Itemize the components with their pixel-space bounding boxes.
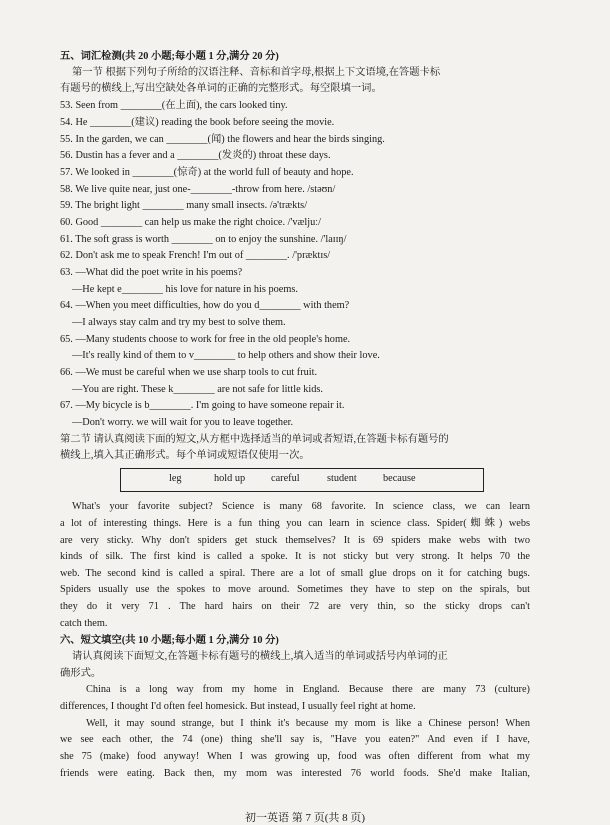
part2-intro-2: 横线上,填入其正确形式。每个单词或短语仅使用一次。 — [60, 450, 310, 461]
passage-line: China is a long way from my home in England. Because there are many 73 (culture) — [86, 684, 530, 695]
passage-line: friends were eating. Back then, my mom was interested 76 world foods. She'd make Italian, — [60, 768, 530, 779]
section6-intro-1: 请认真阅读下面短文,在答题卡标有题号的横线上,填入适当的单词或括号内单词的正 — [72, 651, 448, 662]
part2-intro-1: 第二节 请认真阅读下面的短文,从方框中选择适当的单词或者短语,在答题卡标有题号的 — [60, 434, 449, 445]
question-59: 59. The bright light ________ many small insects. /ə'trækts/ — [60, 200, 308, 211]
answer-67: —Don't worry. we will wait for you to leave together. — [72, 417, 294, 428]
question-56: 56. Dustin has a fever and a ________(发炎的) throat these days. — [60, 150, 331, 161]
passage-line: What's your favorite subject? Science is many 68 favorite. In science class, we can learn — [72, 501, 530, 512]
passage-line: Spiders usually use the spokes to move around. Sometimes they have to step on the spirals, but — [60, 584, 530, 595]
question-60: 60. Good ________ can help us make the right choice. /'væljuː/ — [60, 217, 321, 228]
section6-title: 六、短文填空(共 10 小题;每小题 1 分,满分 10 分) — [60, 635, 279, 646]
question-67: 67. —My bicycle is b________. I'm going to have someone repair it. — [60, 400, 345, 411]
passage-line: she 75 (make) food anyway! When I was growing up, food was often different from what my — [60, 751, 530, 762]
question-53: 53. Seen from ________(在上面), the cars looked tiny. — [60, 100, 288, 111]
passage-line: are very sticky. Why don't spiders get stuck themselves? It is 69 spiders make webs with two — [60, 535, 530, 546]
page-footer: 初一英语 第 7 页(共 8 页) — [244, 812, 366, 824]
answer-63: —He kept e________ his love for nature in his poems. — [72, 284, 298, 295]
part1-intro-2: 有题号的横线上,写出空缺处各单词的正确的完整形式。每空限填一词。 — [60, 83, 382, 94]
word-option: because — [383, 473, 416, 484]
passage-line: catch them. — [60, 618, 108, 629]
passage-line: differences, I thought I'd often feel homesick. But instead, I usually feel right at home. — [60, 701, 416, 712]
question-57: 57. We looked in ________(惊奇) at the world full of beauty and hope. — [60, 167, 354, 178]
question-55: 55. In the garden, we can ________(闻) the flowers and hear the birds singing. — [60, 134, 385, 145]
part1-intro-1: 第一节 根据下列句子所给的汉语注释、音标和首字母,根据上下文语境,在答题卡标 — [72, 67, 441, 78]
question-65: 65. —Many students choose to work for free in the old people's home. — [60, 334, 351, 345]
word-option: hold up — [214, 473, 246, 484]
question-63: 63. —What did the poet write in his poems? — [60, 267, 243, 278]
word-option: student — [327, 473, 357, 484]
question-58: 58. We live quite near, just one-________-throw from here. /stəʊn/ — [60, 184, 336, 195]
question-54: 54. He ________(建议) reading the book before seeing the movie. — [60, 117, 335, 128]
section6-intro-2: 确形式。 — [60, 668, 102, 679]
word-option: leg — [169, 473, 182, 484]
passage-line: web. The second kind is called a spiral. There are a lot of small glue drops on it for catching bugs. — [60, 568, 530, 579]
answer-65: —It's really kind of them to v________ to help others and show their love. — [72, 350, 380, 361]
question-61: 61. The soft grass is worth ________ on to enjoy the sunshine. /'laɪɪŋ/ — [60, 234, 347, 245]
passage-line: kinds of silk. The first kind is called a spoke. It is not sticky but very strong. It helps 70 the — [60, 551, 530, 562]
answer-64: —I always stay calm and try my best to solve them. — [72, 317, 286, 328]
question-64: 64. —When you meet difficulties, how do you d________ with them? — [60, 300, 350, 311]
section5-title: 五、词汇检测(共 20 小题;每小题 1 分,满分 20 分) — [60, 51, 279, 62]
passage-line: we see each other, the 74 (one) thing she'll say is, "Have you eaten?" And even if I have, — [60, 734, 530, 745]
answer-66: —You are right. These k________ are not safe for little kids. — [72, 384, 323, 395]
word-option: careful — [271, 473, 300, 484]
passage-line: a lot of interesting things. Here is a fun thing you can learn in science class. Spider(蜘蛛) webs — [60, 518, 530, 529]
word-box — [120, 468, 484, 492]
passage-line: they do it very 71 . The hard hairs on their 72 are very thin, so the sticky drops can't — [60, 601, 530, 612]
question-66: 66. —We must be careful when we use sharp tools to cut fruit. — [60, 367, 318, 378]
passage-line: Well, it may sound strange, but I think it's because my mom is like a Chinese person! When — [86, 718, 530, 729]
question-62: 62. Don't ask me to speak French! I'm out of ________. /'præktɪs/ — [60, 250, 331, 261]
